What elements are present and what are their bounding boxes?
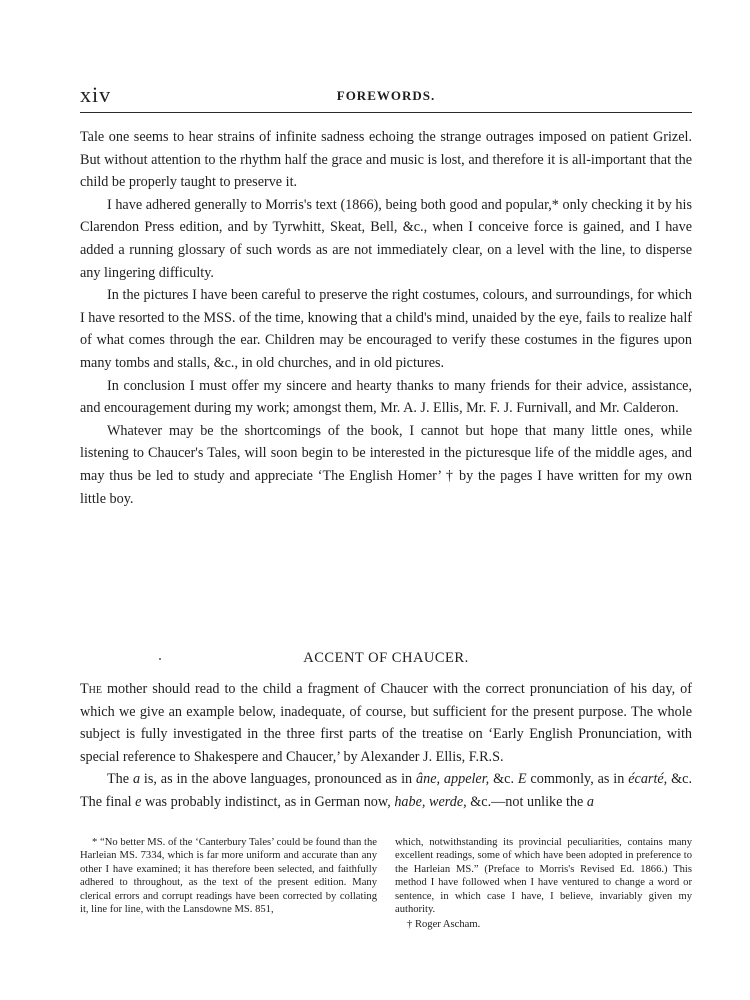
paragraph: Tale one seems to hear strains of infinite sadness echoing the strange outrages imposed on patient Grizel. But without attention to the rhythm half the grace and music is lost, and therefore it is all-important that the child be properly taught to preserve it. [80, 129, 692, 191]
footnote-dagger: † Roger Ascham. [407, 919, 481, 931]
forewords-body [80, 126, 692, 510]
page-header [80, 78, 692, 108]
italic-run: habe, werde, [394, 793, 467, 810]
text-run: commonly, as in [526, 771, 629, 788]
italic-run: e [135, 793, 142, 810]
header-rule [80, 112, 692, 113]
text-run: was probably indistinct, as in German now, [141, 793, 395, 810]
section-body [80, 678, 692, 814]
opening-word: The [80, 681, 102, 697]
footnote-column-left [80, 836, 377, 932]
paragraph: In the pictures I have been careful to preserve the right costumes, colours, and surroundings, for which I have resorted to the MSS. of the time, knowing that a child's mind, unaided by the eye, fails to realize half of what comes through the ear. Children may be encouraged to verify these costumes in the figures upon many tombs and stalls, &c., in old churches, and in old pictures. [80, 287, 692, 371]
text-run: is, as in the above languages, pronounced as in [140, 771, 416, 788]
footnote-column-right [395, 836, 692, 932]
paragraph [80, 678, 692, 768]
text-run: &c. [489, 771, 518, 788]
italic-run: âne, appeler, [416, 771, 490, 788]
page-number: xiv [80, 82, 112, 107]
footnote-text: which, notwithstanding its provincial peculiarities, contains many excellent readings, some of which have been adopted in preference to the Harleian MS.” (Preface to Morris's Revised Ed. 1866.) This method I have followed when I have ventured to change a word or sentence, in which case I have, I believe, invariably given my authority. [395, 837, 692, 916]
italic-run: a [132, 771, 141, 788]
paragraph: I have adhered generally to Morris's text (1866), being both good and popular,* only checking it by his Clarendon Press edition, and by Tyrwhitt, Skeat, Bell, &c., when I conceive force is gained, and I have added a running glossary of such words as are not immediately clear, on a level with the line, to disperse any lingering difficulty. [80, 196, 692, 281]
text-run: &c.—not unlike the [466, 793, 587, 810]
footnotes [80, 836, 692, 932]
footnote-text: * “No better MS. of the ‘Canterbury Tales’ could be found than the Harleian MS. 7334, which is far more uniform and accurate than any other I have examined; it has therefore been selected, and faithfully adhered to throughout, as the text of the present edition. Many clerical errors and corrupt readings have been corrected by collating it, line for line, with the Lansdowne MS. 851, [80, 837, 377, 916]
paragraph [80, 768, 692, 813]
running-head: FOREWORDS. [336, 88, 436, 103]
accent-section [80, 650, 692, 814]
paragraph-text: mother should read to the child a fragment of Chaucer with the correct pronunciation of his day, of which we give an example below, inadequate, of course, but sufficient for the present purpose. The whole subject is fully investigated in the three first parts of the treatise on ‘Early English Pronunciation, with special reference to Shakespere and Chaucer,’ by Alexander J. Ellis, F.R.S. [80, 681, 692, 765]
italic-run: E [517, 771, 527, 788]
italic-run: a [586, 793, 594, 810]
section-title: ACCENT OF CHAUCER. [303, 650, 469, 666]
text-run: The [107, 771, 133, 788]
paragraph: In conclusion I must offer my sincere and hearty thanks to many friends for their advice, assistance, and encouragement during my work; amongst them, Mr. A. J. Ellis, Mr. F. J. Furnivall, and Mr. Calderon. [80, 377, 692, 417]
paragraph: Whatever may be the shortcomings of the book, I cannot but hope that many little ones, while listening to Chaucer's Tales, will soon begin to be interested in the picturesque life of the middle ages, and may thus be led to study and appreciate ‘The English Homer’ † by the pages I have written for my own little boy. [80, 422, 692, 507]
text-run: &c. The final [80, 771, 692, 810]
italic-run: écarté, [628, 771, 668, 788]
